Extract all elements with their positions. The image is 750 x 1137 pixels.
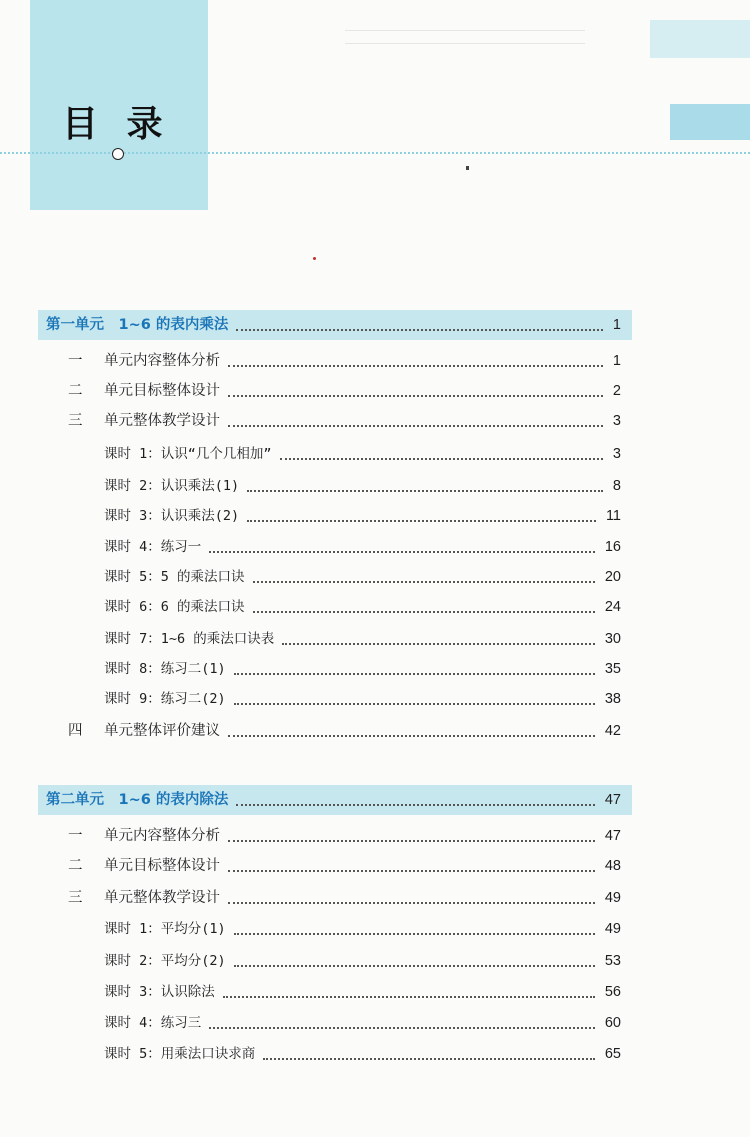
toc-dot-leader (280, 458, 603, 460)
toc-entry-lesson[interactable] (0, 441, 750, 467)
ink-speck (313, 257, 316, 260)
bleed-through-header (345, 30, 585, 44)
toc-dot-leader (282, 643, 595, 645)
toc-dot-leader (247, 520, 596, 522)
toc-dot-leader (209, 1027, 595, 1029)
toc-page-number: 65 (604, 1046, 621, 1062)
toc-page-number: 56 (604, 984, 621, 1000)
toc-dot-leader (253, 611, 595, 613)
toc-page-number: 42 (604, 723, 621, 739)
toc-page-number: 47 (604, 792, 621, 808)
toc-entry-lesson[interactable] (0, 1041, 750, 1067)
toc-entry-label: 课时 3：认识除法 (104, 984, 215, 1000)
toc-entry-unit[interactable] (0, 787, 750, 813)
toc-dot-leader (228, 870, 595, 872)
toc-entry-lesson[interactable] (0, 473, 750, 499)
toc-dot-leader (228, 395, 603, 397)
toc-page-number: 1 (612, 353, 621, 369)
toc-entry-section[interactable] (0, 823, 750, 849)
toc-entry-label: 课时 4：练习三 (104, 1015, 202, 1031)
toc-entry-label: 课时 2：平均分(2) (104, 953, 226, 969)
toc-dot-leader (236, 329, 603, 331)
toc-dot-leader (228, 735, 595, 737)
toc-page-number: 8 (612, 478, 621, 494)
toc-page-number: 1 (612, 317, 621, 333)
toc-entry-section[interactable] (0, 718, 750, 744)
toc-entry-number: 三 (68, 413, 83, 429)
toc-dot-leader (228, 365, 603, 367)
toc-entry-label: 单元内容整体分析 (104, 828, 220, 844)
toc-entry-section[interactable] (0, 348, 750, 374)
toc-entry-number: 三 (68, 890, 83, 906)
toc-page-number: 48 (604, 858, 621, 874)
toc-entry-number: 二 (68, 383, 83, 399)
toc-entry-lesson[interactable] (0, 626, 750, 652)
toc-entry-label: 课时 9：练习二(2) (104, 691, 226, 707)
toc-entry-section[interactable] (0, 853, 750, 879)
toc-entry-label: 课时 6：6 的乘法口诀 (104, 599, 245, 615)
toc-page-number: 53 (604, 953, 621, 969)
toc-entry-label: 单元目标整体设计 (104, 383, 220, 399)
toc-page-number: 3 (612, 446, 621, 462)
toc-entry-label: 课时 4：练习一 (104, 539, 202, 555)
toc-entry-label: 单元整体教学设计 (104, 413, 220, 429)
toc-entry-lesson[interactable] (0, 686, 750, 712)
toc-entry-label: 课时 3：认识乘法(2) (104, 508, 240, 524)
toc-entry-lesson[interactable] (0, 564, 750, 590)
toc-entry-lesson[interactable] (0, 916, 750, 942)
toc-page-number: 49 (604, 890, 621, 906)
toc-page-number: 3 (612, 413, 621, 429)
toc-entry-lesson[interactable] (0, 503, 750, 529)
toc-entry-label: 单元内容整体分析 (104, 353, 220, 369)
toc-page-number: 20 (604, 569, 621, 585)
toc-dot-leader (236, 804, 595, 806)
toc-entry-label: 课时 8：练习二(1) (104, 661, 226, 677)
toc-page-number: 2 (612, 383, 621, 399)
toc-dot-leader (234, 673, 595, 675)
toc-page-number: 11 (605, 508, 621, 524)
toc-entry-label: 课时 1：认识“几个几相加” (104, 446, 272, 462)
toc-dot-leader (228, 425, 603, 427)
page-edge-tab (670, 104, 750, 140)
toc-entry-label: 课时 7：1~6 的乘法口诀表 (104, 631, 275, 647)
toc-dot-leader (263, 1058, 595, 1060)
toc-entry-label: 第二单元 1~6 的表内除法 (46, 792, 229, 808)
toc-entry-section[interactable] (0, 408, 750, 434)
toc-page-number: 49 (604, 921, 621, 937)
page-title: 目 录 (62, 104, 171, 145)
toc-entry-label: 课时 5：用乘法口诀求商 (104, 1046, 256, 1062)
toc-dot-leader (234, 933, 595, 935)
toc-entry-label: 课时 1：平均分(1) (104, 921, 226, 937)
toc-dot-leader (247, 490, 603, 492)
toc-dot-leader (253, 581, 595, 583)
toc-entry-label: 单元整体教学设计 (104, 890, 220, 906)
toc-dot-leader (223, 996, 595, 998)
toc-page-number: 47 (604, 828, 621, 844)
toc-entry-number: 一 (68, 828, 83, 844)
toc-page-number: 38 (604, 691, 621, 707)
toc-entry-label: 单元整体评价建议 (104, 723, 220, 739)
toc-entry-lesson[interactable] (0, 948, 750, 974)
toc-entry-number: 一 (68, 353, 83, 369)
toc-entry-lesson[interactable] (0, 979, 750, 1005)
toc-entry-label: 课时 2：认识乘法(1) (104, 478, 240, 494)
toc-page-number: 60 (604, 1015, 621, 1031)
toc-dot-leader (209, 551, 595, 553)
ink-speck (466, 166, 469, 170)
toc-entry-label: 课时 5：5 的乘法口诀 (104, 569, 245, 585)
toc-entry-lesson[interactable] (0, 534, 750, 560)
toc-entry-label: 单元目标整体设计 (104, 858, 220, 874)
toc-entry-unit[interactable] (0, 312, 750, 338)
toc-entry-lesson[interactable] (0, 656, 750, 682)
toc-page-number: 24 (604, 599, 621, 615)
toc-dot-leader (228, 902, 595, 904)
toc-page-number: 30 (604, 631, 621, 647)
toc-dot-leader (234, 703, 595, 705)
toc-dot-leader (234, 965, 595, 967)
toc-entry-lesson[interactable] (0, 1010, 750, 1036)
toc-page-number: 35 (604, 661, 621, 677)
toc-entry-number: 二 (68, 858, 83, 874)
header-tab-decoration (650, 20, 750, 58)
toc-entry-section[interactable] (0, 378, 750, 404)
toc-entry-lesson[interactable] (0, 594, 750, 620)
title-circle-ornament (112, 148, 124, 160)
toc-dot-leader (228, 840, 595, 842)
toc-entry-section[interactable] (0, 885, 750, 911)
toc-entry-label: 第一单元 1~6 的表内乘法 (46, 317, 229, 333)
toc-page-number: 16 (604, 539, 621, 555)
toc-entry-number: 四 (68, 723, 83, 739)
